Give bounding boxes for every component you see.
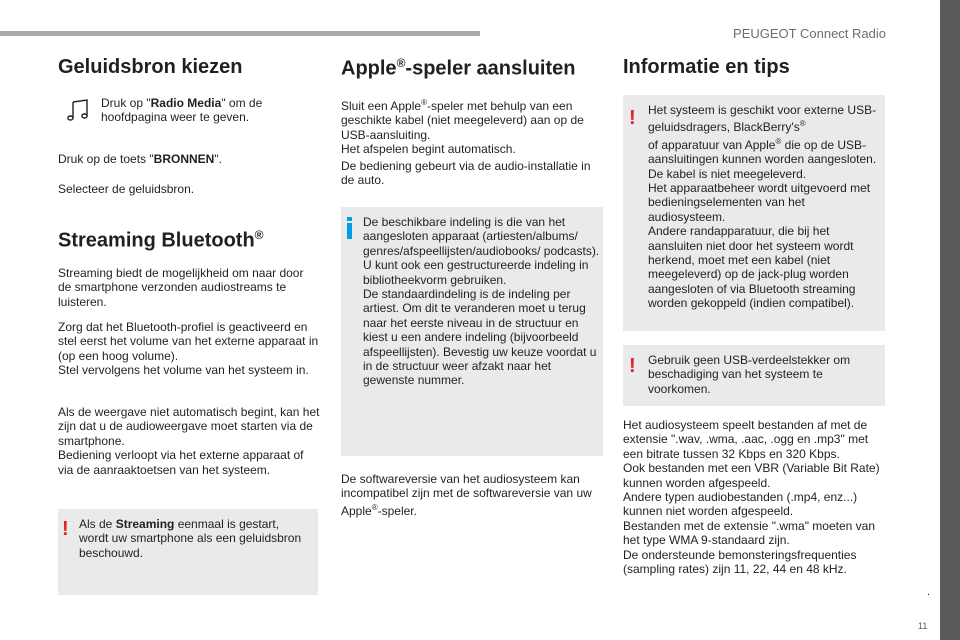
warning-box-usb <box>623 95 885 331</box>
text-audio-formats: Het audiosysteem speelt bestanden af met de extensie ".wav, .wma, .aac, .ogg en .mp3" met een bitrate tussen 32 Kbps en 320 Kbps. Ook bestanden met een VBR (Variable Bit Rate) kunnen worden afgespeeld. Andere typen audiobestanden (.mp4, enz...) kunnen niet worden afgespeeld. Bestanden met de extensie ".wma" moeten van het type WMA 9-standaard zijn. De ondersteunde bemonsteringsfrequenties (sampling rates) zijn 11, 22, 44 en 48 kHz. <box>623 418 880 577</box>
warning-text-streaming: Als de Streaming eenmaal is gestart, wordt uw smartphone als een geluidsbron beschouwd. <box>79 517 302 560</box>
step-radio-media: Druk op "Radio Media" om de hoofdpagina weer te geven. <box>101 96 263 125</box>
text-select-source: Selecteer de geluidsbron. <box>58 182 195 196</box>
chapter-sidebar <box>940 0 960 640</box>
warning-icon: ! <box>629 107 636 129</box>
music-note-icon <box>66 98 90 122</box>
warning-icon: ! <box>629 355 636 377</box>
heading-source-select: Geluidsbron kiezen <box>58 56 243 78</box>
side-marker: . <box>927 586 931 598</box>
warning-text-usb: Het systeem is geschikt voor externe USB-geluidsdragers, BlackBerry's® of apparatuur van Apple® die op de USB-aansluitingen kunnen worden aangesloten. De kabel is niet meegeleverd. Het apparaatbeheer wordt uitgevoerd met bedieningselementen van het audiosysteem. Andere randapparatuur, die bij het aansluiten niet door het systeem wordt herkend, moet met een kabel (niet meegeleverd) op de jack-plug worden aangesloten of via Bluetooth streaming worden gekoppeld (indien compatibel). <box>648 103 877 311</box>
text-bluetooth-profile: Zorg dat het Bluetooth-profiel is geactiveerd en stel eerst het volume van het externe apparaat in (op een hoog volume). Stel vervolgens het volume van het systeem in. <box>58 320 319 378</box>
warning-box-splitter <box>623 345 885 406</box>
header-title: PEUGEOT Connect Radio <box>733 26 886 41</box>
info-icon <box>347 217 352 241</box>
page-number: 11 <box>918 621 928 631</box>
heading-info-tips: Informatie en tips <box>623 56 790 78</box>
warning-box-streaming <box>58 509 318 595</box>
warning-text-splitter: Gebruik geen USB-verdeelstekker om beschadiging van het systeem te voorkomen. <box>648 353 851 396</box>
text-streaming-intro: Streaming biedt de mogelijkheid om naar door de smartphone verzonden audiostreams te luisteren. <box>58 266 304 309</box>
text-bronnen: Druk op de toets "BRONNEN". <box>58 152 222 166</box>
heading-streaming-bluetooth: Streaming Bluetooth® <box>58 228 264 252</box>
text-apple-software: De softwareversie van het audiosysteem kan incompatibel zijn met de softwareversie van uw Apple®-speler. <box>341 472 592 518</box>
heading-apple-player: Apple®-speler aansluiten <box>341 56 576 80</box>
info-text-apple: De beschikbare indeling is die van het aangesloten apparaat (artiesten/albums/ genres/afspeellijsten/audiobooks/ podcasts). U kunt ook een gestructureerde indeling in bibliotheekvorm gebruiken. De standaardindeling is de indeling per artiest. Om dit te veranderen moet u terug naar het eerste niveau in de structuur en kiest u een andere indeling (bijvoorbeeld afspeellijsten). Bevestig uw keuze voordat u in de structuur weer afzakt naar het gewenste nummer. <box>363 215 600 388</box>
text-apple-connect: Sluit een Apple®-speler met behulp van een geschikte kabel (niet meegeleverd) aan op de USB-aansluiting. Het afspelen begint automatisch. <box>341 98 584 157</box>
text-apple-control: De bediening gebeurt via de audio-installatie in de auto. <box>341 159 591 188</box>
warning-icon: ! <box>62 518 69 540</box>
header-rule <box>0 31 480 36</box>
text-playback-start: Als de weergave niet automatisch begint, kan het zijn dat u de audioweergave moet starten via de smartphone. Bediening verloopt via het externe apparaat of via de aanraaktoetsen van het systeem. <box>58 405 320 477</box>
info-box-apple <box>341 207 603 456</box>
